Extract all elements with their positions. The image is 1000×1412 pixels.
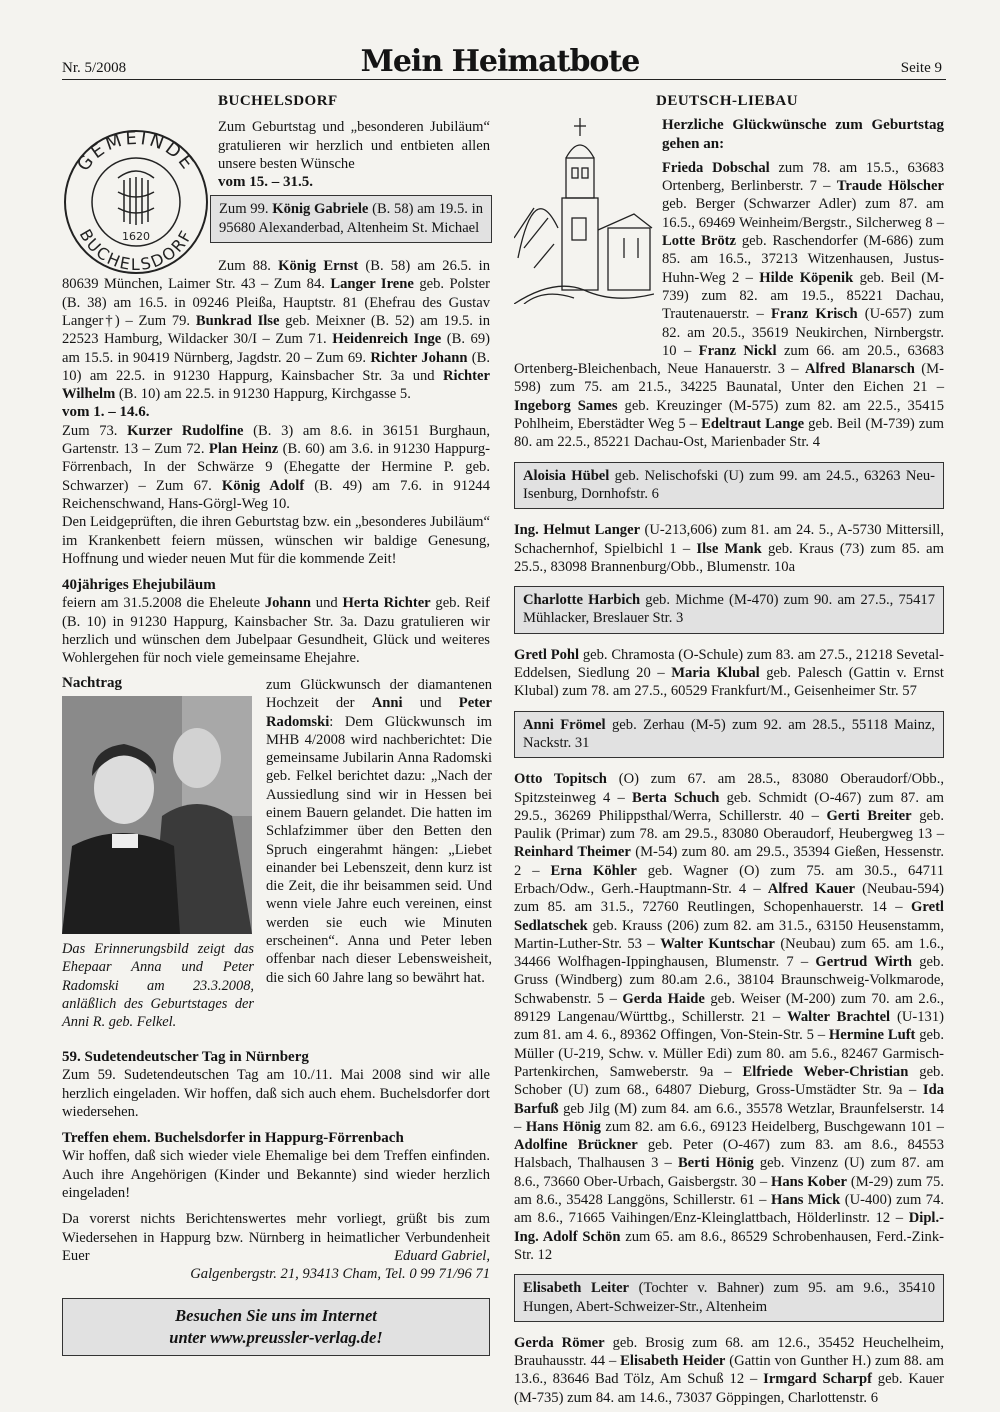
highlight-box-koenig-gabriele: Zum 99. König Gabriele (B. 58) am 19.5. in 95680 Alexanderbad, Altenheim St. Michael bbox=[210, 195, 492, 243]
sudetentag-heading: 59. Sudetendeutscher Tag in Nürnberg bbox=[62, 1048, 309, 1065]
deutsch-liebau-heading: DEUTSCH-LIEBAU bbox=[656, 93, 799, 109]
treffen-text: Wir hoffen, daß sich wieder viele Ehemalige bei dem Treffen einfinden. Auch ihre Angehörigen (Kinder und Bekannte) sind wieder herzlich eingeladen! bbox=[62, 1148, 490, 1201]
signature: Eduard Gabriel, bbox=[394, 1248, 490, 1265]
masthead-logo: Mein Heimatbote bbox=[360, 44, 640, 79]
buchelsdorf-intro: Zum Geburtstag und „besonderen Jubiläum“ gratulieren wir herzlich und entbieten allen unsere besten Wünsche vom 15. – 31.5. bbox=[218, 119, 490, 191]
closing-text: Da vorerst nichts Berichtenswertes mehr vorliegt, grüßt bis zum Wiedersehen in Happurg bzw. Nürnberg in heimatlicher Verbundenheit Euer bbox=[62, 1211, 490, 1264]
internet-promo-box bbox=[62, 1298, 490, 1356]
ehejubilaeum-heading: 40jähriges Ehejubiläum bbox=[62, 577, 216, 594]
right-column bbox=[514, 92, 944, 1407]
issue-number: Nr. 5/2008 bbox=[62, 60, 127, 76]
buchelsdorf-birthdays-may: Zum 88. König Ernst (B. 58) am 26.5. in 80639 München, Laimer Str. 43 – Zum 84. Langer Irene geb. Polster (B. 38) am 16.5. in 09246 Pleißa, Hauptstr. 81 (Ehefrau des Gustav Langer†) – Zum 79. Bunkrad Ilse geb. Meixner (B. 52) am 19.5. in 22523 Hamburg, Wildacker 30/I – Zum 71. Heidenreich Inge (B. 69) am 15.5. in 90419 Nürnberg, Jagdstr. 20 – Zum 69. Richter Johann (B. 10) am 22.5. in 91230 Happurg, Kainsbacher Str. 3a und Richter Wilhelm (B. 10) am 22.5. in 91230 Happurg, Kirchgasse 5. bbox=[62, 258, 490, 403]
svg-text:BUCHELSDORF: BUCHELSDORF bbox=[75, 225, 197, 274]
highlight-box-aloisia-huebel: Aloisia Hübel geb. Nelischofski (U) zum 99. am 24.5., 63263 Neu-Isenburg, Dornhofstr. 6 bbox=[514, 462, 944, 510]
deutsch-liebau-birthdays-2: Ing. Helmut Langer (U-213,606) zum 81. am 24. 5., A-5730 Mittersill, Schachernhof, Spielbichl 1 – Ilse Mank geb. Kraus (73) zum 85. am 25.5., 83098 Brannenburg/Obb., Blumenstr. 10a bbox=[514, 522, 945, 575]
highlight-box-charlotte-harbich: Charlotte Harbich geb. Michme (M-470) zum 90. am 27.5., 75417 Mühlacker, Breslauer Str. 3 bbox=[514, 586, 944, 634]
deutsch-liebau-birthdays-5: Gerda Römer geb. Brosig zum 68. am 12.6., 35452 Heuchelheim, Brauhausstr. 44 – Elisabeth Heider (Gattin von Gunther H.) zum 88. am 13.6., 83646 Bad Tölz, Am Schuß 12 – Irmgard Scharpf geb. Kauer (M-735) zum 84. am 14.6., 73037 Göppingen, Charlottenstr. 6 bbox=[514, 1334, 945, 1406]
internet-promo-line1: Besuchen Sie uns im Internet bbox=[175, 1305, 377, 1325]
svg-text:1620: 1620 bbox=[122, 230, 150, 243]
couple-photo bbox=[62, 696, 252, 934]
church-drawing-icon bbox=[514, 118, 654, 304]
page-number: Seite 9 bbox=[900, 60, 942, 76]
author-address: Galgenbergstr. 21, 93413 Cham, Tel. 0 99 71/96 71 bbox=[190, 1266, 490, 1283]
photo-caption: Das Erinnerungsbild zeigt das Ehepaar Anna und Peter Radomski am 23.3.2008, anläßlich des Geburtstages der Anni R. geb. Felkel. bbox=[62, 940, 254, 1031]
ehejubilaeum-text: feiern am 31.5.2008 die Eheleute Johann und Herta Richter geb. Reif (B. 10) in 91230 Happurg, Kainsbacher Str. 3a. Dazu gratulieren wir herzlich und wünschen dem Jubelpaar Gesundheit, Glück und weiteres Wohlergehen für noch viele gemeinsame Ehejahre. bbox=[62, 595, 490, 667]
deutsch-liebau-birthdays-3: Gretl Pohl geb. Chramosta (O-Schule) zum 83. am 27.5., 21218 Sevetal-Eddelsen, Siedlung 20 – Maria Klubal geb. Palesch (Gattin v. Ernst Klubal) zum 78. am 27.5., 60529 Frankfurt/M., Geisenheimer Str. 57 bbox=[514, 646, 944, 700]
greeting: Herzliche Glückwünsche zum Geburtstag gehen an: bbox=[662, 117, 944, 152]
get-well-wishes: Den Leidgeprüften, die ihren Geburtstag bzw. ein „besonderes Jubiläum“ im Krankenbett feiern müssen, wünschen wir baldige Genesung, Hoffnung und wieder neuen Mut für die kommende Zeit! bbox=[62, 514, 490, 567]
left-column bbox=[62, 92, 490, 1356]
couple-photo-image bbox=[62, 696, 252, 934]
range-june: vom 1. – 14.6. bbox=[62, 404, 150, 421]
deutsch-liebau-birthdays-1: Frieda Dobschal zum 78. am 15.5., 63683 Ortenberg, Berlinberstr. 7 – Traude Hölscher geb. Berger (Schwarzer Adler) zum 87. am 16.5., 69469 Weinheim/Bergstr., Silcherweg 8 – Lotte Brötz geb. Raschendorfer (M-686) zum 85. am 16.5., 37213 Witzenhausen, Justus-Huhn-Weg 2 – Hilde Köpenik geb. Beil (M-739) zum 82. am 19.5., 85221 Dachau, Trautenauerstr. – Franz Krisch (U-657) zum 82. am 20.5., 35619 Neukirchen, Nirnbergstr. 10 – Franz Nickl zum 66. am 20.5., 63683 Ortenberg-Bleichenbach, Neue Hanauerstr. 3 – Alfred Blanarsch (M-598) zum 75. am 21.5., 34225 Baunatal, Unter den Eichen 21 – Ingeborg Sames geb. Kreuzinger (M-575) zum 82. am 22.5., 35415 Pohlheim, Eberstädter Weg 5 – Edeltraut Lange geb. Beil (M-739) zum 80. am 22.5., 85221 Dachau-Ost, Marienbader Str. 4 bbox=[514, 159, 945, 451]
deutsch-liebau-birthdays-4: Otto Topitsch (O) zum 67. am 28.5., 83080 Oberaudorf/Obb., Spitzsteinweg 4 – Berta Schuch geb. Schmidt (O-467) zum 87. am 29.5., 36269 Philippsthal/Werra, Schillerstr. 40 – Gerti Breiter geb. Paulik (Primar) zum 78. am 29.5., 83080 Oberaudorf, Heubergweg 13 – Reinhard Theimer (M-54) zum 80. am 29.5., 35394 Gießen, Hessenstr. 2 – Erna Köhler geb. Wagner (O) zum 75. am 30.5., 64711 Erbach/Odw., Gerh.-Hauptmann-Str. 4 – Alfred Kauer (Neubau-594) zum 85. am 31.5., 72760 Reutlingen, Schopenhauerstr. 14 – Gretl Sedlatschek geb. Krauss (206) zum 82. am 31.5., 63150 Heusenstamm, Martin-Luther-Str. 53 – Walter Kuntschar (Neubau) zum 65. am 1.6., 34466 Wolfhagen-Ippinghausen, Blumenstr. 7 – Gertrud Wirth geb. Gruss (Windberg) zum 80.am 2.6., 38104 Braunschweig-Volkmarode, Schwabenstr. 5 – Gerda Haide geb. Weiser (M-200) zum 70. am 2.6., 89129 Langenau/Württbg., Schillerstr. 21 – Walter Brachtel (U-131) zum 81. am 4. 6., 89362 Offingen, Von-Stein-Str. 5 – Hermine Luft geb. Müller (U-219, Schw. v. Müller Edi) zum 80. am 5.6., 82467 Garmisch-Partenkirchen, Samweberstr. 9a – Elfriede Weber-Christian geb. Schober (U) zum 68., 64807 Dieburg, Gross-Umstädter Str. 9a – Ida Barfuß geb Jilg (M) zum 84. am 6.6., 35578 Wetzlar, Braunfelserstr. 14 – Hans Hönig zum 82. am 6.6., 69123 Heidelberg, Buschgewann 101 – Adolfine Brückner geb. Peter (O-467) zum 83. am 8.6., 84553 Halsbach, Thalhausen 3 – Berti Hönig geb. Vinzenz (U) zum 87. am 8.6., 73660 Ober-Urbach, Gaisbergstr. 30 – Hans Kober (M-29) zum 75. am 8.6., 35428 Langgöns, Schillerstr. 61 – Hans Mick (U-400) zum 74. am 8.6., 71665 Vaihingen/Enz-Kleinglattbach, Hölderlinstr. 12 – Dipl.-Ing. Adolf Schön zum 65. am 8.6., 86529 Schrobenhausen, Ferd.-Zink-Str. 12 bbox=[514, 771, 945, 1263]
treffen-heading: Treffen ehem. Buchelsdorfer in Happurg-Förrenbach bbox=[62, 1130, 404, 1147]
sudetentag-text: Zum 59. Sudetendeutschen Tag am 10./11. Mai 2008 sind wir alle herzlich eingeladen. Wir hoffen, daß sich auch ehem. Buchelsdorfer dort wiedersehen. bbox=[62, 1067, 490, 1120]
svg-text:GEMEINDE: GEMEINDE bbox=[73, 128, 200, 176]
nachtrag-heading: Nachtrag bbox=[62, 674, 122, 691]
nachtrag-text: zum Glückwunsch der diamantenen Hochzeit der Anni und Peter Radomski: Dem Glückwunsch im MHB 4/2008 wird nachberichtet: Die gemeinsame Jubilarin Anna Radomski geb. Felkel berichtet dazu: „Nach der Aussiedlung sind wir in Hessen bei einem Bauern gelandet. Die hatten im Schlafzimmer über den Betten den Spruch eingerahmt hängen: „Liebet einander bei Lebenszeit, denn kurz ist die Zeit, die ihr beisammen seid. Und wenn viele Jahre euch vereinen, einst werden sie euch wie Minuten erscheinen“. Anna und Peter leben offenbar nach dieser Lebensweisheit, die sich 60 Jahre lang so bewährt hat. bbox=[266, 676, 492, 986]
header-rule bbox=[62, 79, 946, 80]
internet-promo-line2: unter www.preussler-verlag.de! bbox=[169, 1327, 383, 1347]
highlight-box-anni-froemel: Anni Frömel geb. Zerhau (M-5) zum 92. am 28.5., 55118 Mainz, Nackstr. 31 bbox=[514, 711, 944, 759]
municipal-seal-icon bbox=[62, 128, 210, 276]
highlight-box-elisabeth-leiter: Elisabeth Leiter (Tochter v. Bahner) zum 95. am 9.6., 35410 Hungen, Abert-Schweizer-Str., Altenheim bbox=[514, 1274, 944, 1322]
buchelsdorf-heading: BUCHELSDORF bbox=[218, 93, 338, 109]
buchelsdorf-birthdays-june: Zum 73. Kurzer Rudolfine (B. 3) am 8.6. in 36151 Burghaun, Gartenstr. 13 – Zum 72. Plan Heinz (B. 60) am 3.6. in 91230 Happurg-Förrenbach, In der Schwärze 9 (Ehegatte der Hermine P. geb. Schwarzer) – Zum 67. König Adolf (B. 49) am 7.6. in 91244 Reichenschwand, Hans-Görgl-Weg 10. bbox=[62, 422, 491, 512]
